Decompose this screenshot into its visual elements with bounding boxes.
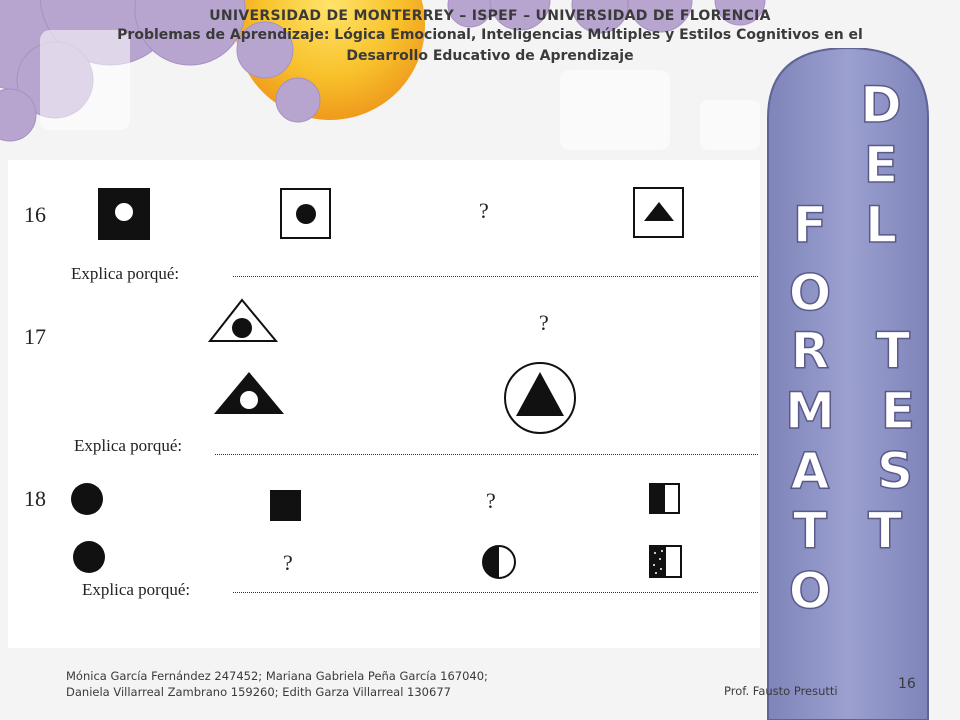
question-18-answer-line[interactable] bbox=[233, 592, 758, 593]
q16-square-triangle bbox=[633, 187, 685, 239]
q17-circle-black-triangle bbox=[502, 360, 578, 436]
question-18-explica-label: Explica porqué: bbox=[82, 580, 191, 599]
question-17-question-mark: ? bbox=[539, 310, 549, 335]
sidebar-letter: S bbox=[876, 442, 913, 500]
header-line-1: UNIVERSIDAD DE MONTERREY – ISPEF – UNIVERSIDAD DE FLORENCIA bbox=[209, 8, 771, 24]
header-line-2: Problemas de Aprendizaje: Lógica Emocional, Inteligencias Múltiples y Estilos Cognitivos en el bbox=[117, 27, 863, 43]
sidebar-letter: R bbox=[790, 322, 830, 380]
sidebar-letter: O bbox=[788, 562, 832, 620]
question-16-answer-line[interactable] bbox=[233, 276, 758, 277]
question-17-explica-label: Explica porqué: bbox=[74, 436, 183, 455]
sidebar-letter: M bbox=[785, 382, 835, 440]
page-number: 16 bbox=[898, 676, 916, 692]
sidebar-letter: E bbox=[863, 136, 899, 194]
sidebar-letter: L bbox=[865, 196, 897, 254]
sidebar-letter: A bbox=[790, 442, 830, 500]
sidebar-letter: E bbox=[880, 382, 916, 440]
q17-white-triangle-black-circle bbox=[208, 296, 280, 346]
footer-authors-line-2: Daniela Villarreal Zambrano 159260; Edith Garza Villarreal 130677 bbox=[66, 685, 451, 699]
question-18-number: 18 bbox=[24, 486, 46, 511]
sidebar-letter: T bbox=[792, 502, 828, 560]
q16-black-square-white-circle bbox=[98, 188, 150, 240]
q18-black-circle-top bbox=[70, 482, 104, 516]
q18-half-black-square bbox=[649, 483, 681, 515]
question-18-question-mark-bottom: ? bbox=[283, 550, 293, 575]
q18-black-circle-bottom bbox=[72, 540, 106, 574]
question-17-number: 17 bbox=[24, 324, 46, 349]
question-18-question-mark-top: ? bbox=[486, 488, 496, 513]
question-16-question-mark: ? bbox=[479, 198, 489, 223]
q18-black-square bbox=[270, 490, 302, 522]
footer-authors-line-1: Mónica García Fernández 247452; Mariana Gabriela Peña García 167040; bbox=[66, 669, 488, 683]
footer-professor: Prof. Fausto Presutti bbox=[724, 684, 838, 698]
q18-half-dotted-square bbox=[649, 545, 683, 579]
q16-white-square-black-circle bbox=[280, 188, 332, 240]
header-line-3: Desarrollo Educativo de Aprendizaje bbox=[346, 48, 634, 64]
q17-black-triangle-white-circle bbox=[212, 368, 286, 418]
question-17-answer-line[interactable] bbox=[215, 454, 758, 455]
sidebar-letter: D bbox=[860, 76, 902, 134]
sidebar-letter: O bbox=[788, 264, 832, 322]
question-16-explica-label: Explica porqué: bbox=[71, 264, 180, 283]
sidebar-letter: T bbox=[875, 322, 911, 380]
sidebar-letter: F bbox=[792, 196, 828, 254]
q18-half-black-circle bbox=[481, 544, 517, 580]
question-16-number: 16 bbox=[24, 202, 46, 227]
footer-authors bbox=[66, 668, 488, 700]
sidebar-letter: T bbox=[867, 502, 903, 560]
test-content-panel bbox=[8, 160, 760, 648]
